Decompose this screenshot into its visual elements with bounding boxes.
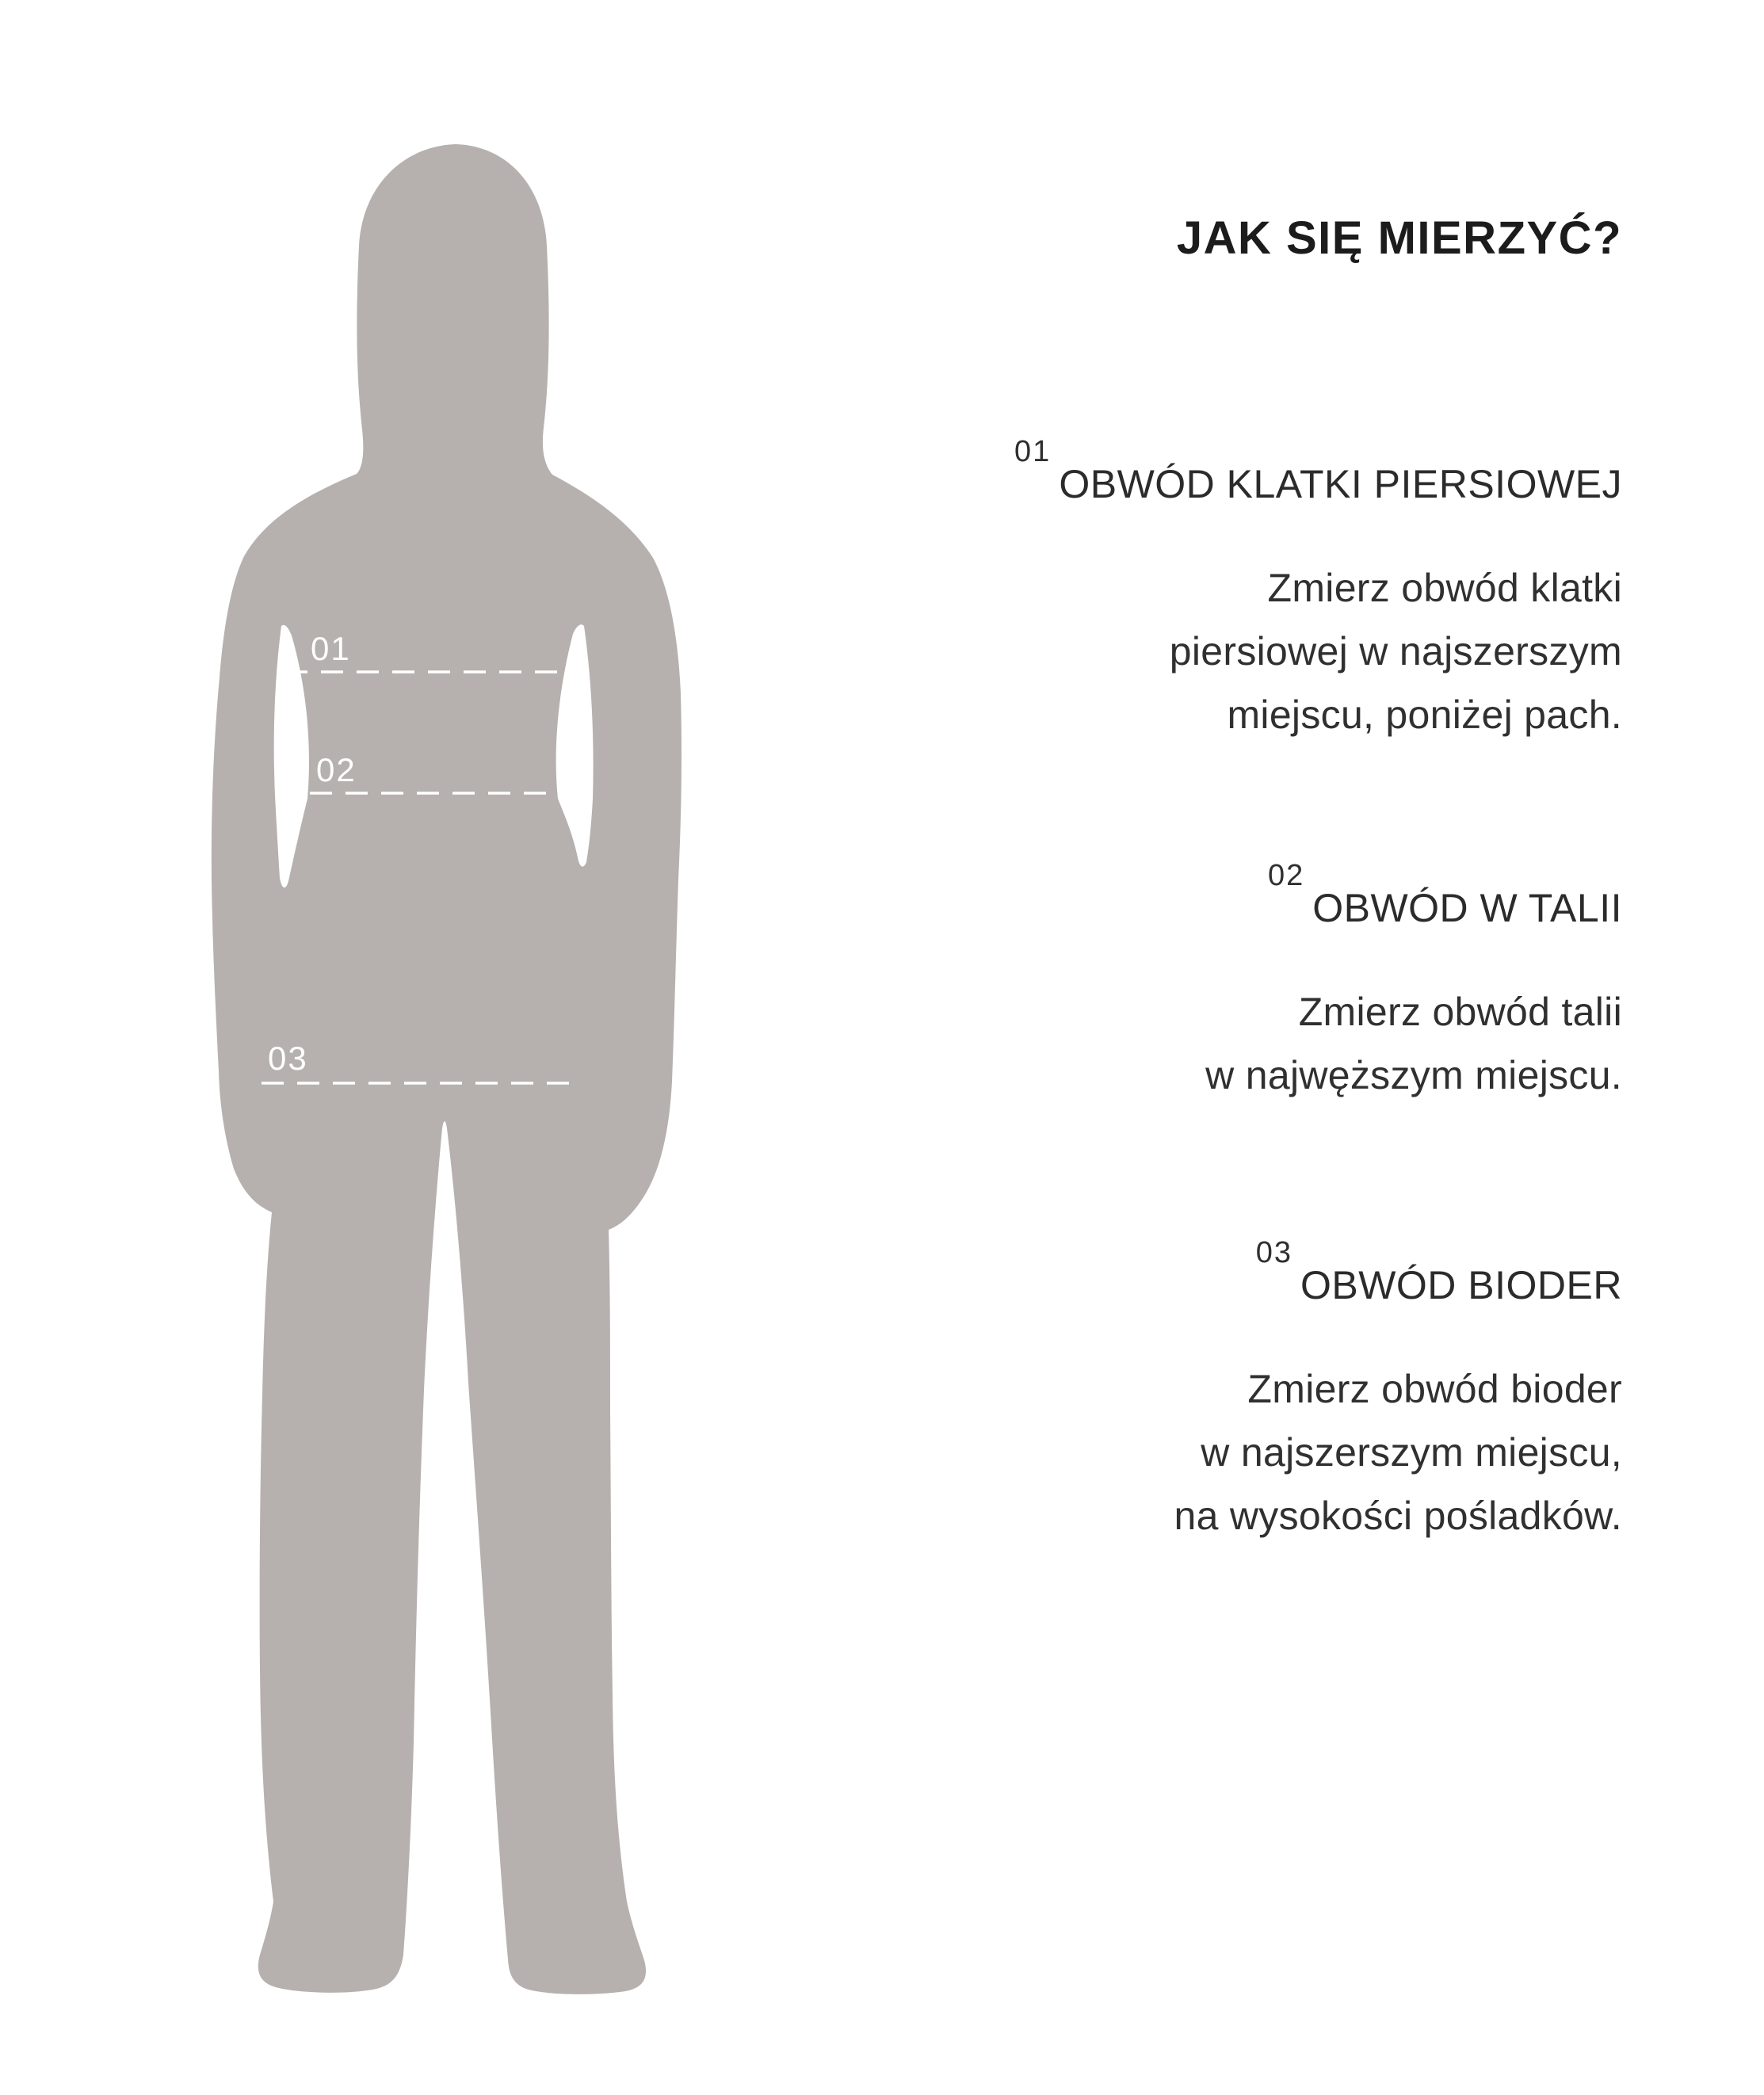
section-waist-number: 02 [1267,859,1305,892]
section-hips-heading: OBWÓD BIODER [1300,1263,1622,1307]
section-chest-heading: OBWÓD KLATKI PIERSIOWEJ [1059,462,1622,506]
section-chest [1014,435,1622,746]
page-title: JAK SIĘ MIERZYĆ? [1176,212,1622,264]
section-hips [1174,1236,1622,1547]
section-body-line: w najwęższym miejscu. [1205,1053,1622,1097]
section-waist-heading: OBWÓD W TALII [1312,886,1622,930]
section-body-line: w najszerszym miejscu, [1201,1430,1622,1475]
section-body-line: piersiowej w najszerszym [1169,629,1622,674]
section-body-line: miejscu, poniżej pach. [1227,693,1622,737]
section-body-line: Zmierz obwód talii [1298,990,1622,1034]
section-body-line: Zmierz obwód klatki [1267,566,1622,610]
section-waist [1205,859,1622,1107]
section-chest-body [1014,556,1622,746]
section-body-line: Zmierz obwód bioder [1247,1367,1622,1411]
section-chest-head [1014,435,1622,520]
marker-label-03: 03 [268,1040,308,1077]
section-waist-body [1205,980,1622,1107]
section-hips-head [1174,1236,1622,1321]
section-body-line: na wysokości pośladków. [1174,1494,1622,1538]
section-waist-head [1205,859,1622,944]
section-hips-number: 03 [1255,1236,1292,1269]
section-hips-body [1174,1357,1622,1547]
section-chest-number: 01 [1014,435,1052,468]
marker-label-02: 02 [316,751,357,788]
marker-label-01: 01 [311,630,351,667]
